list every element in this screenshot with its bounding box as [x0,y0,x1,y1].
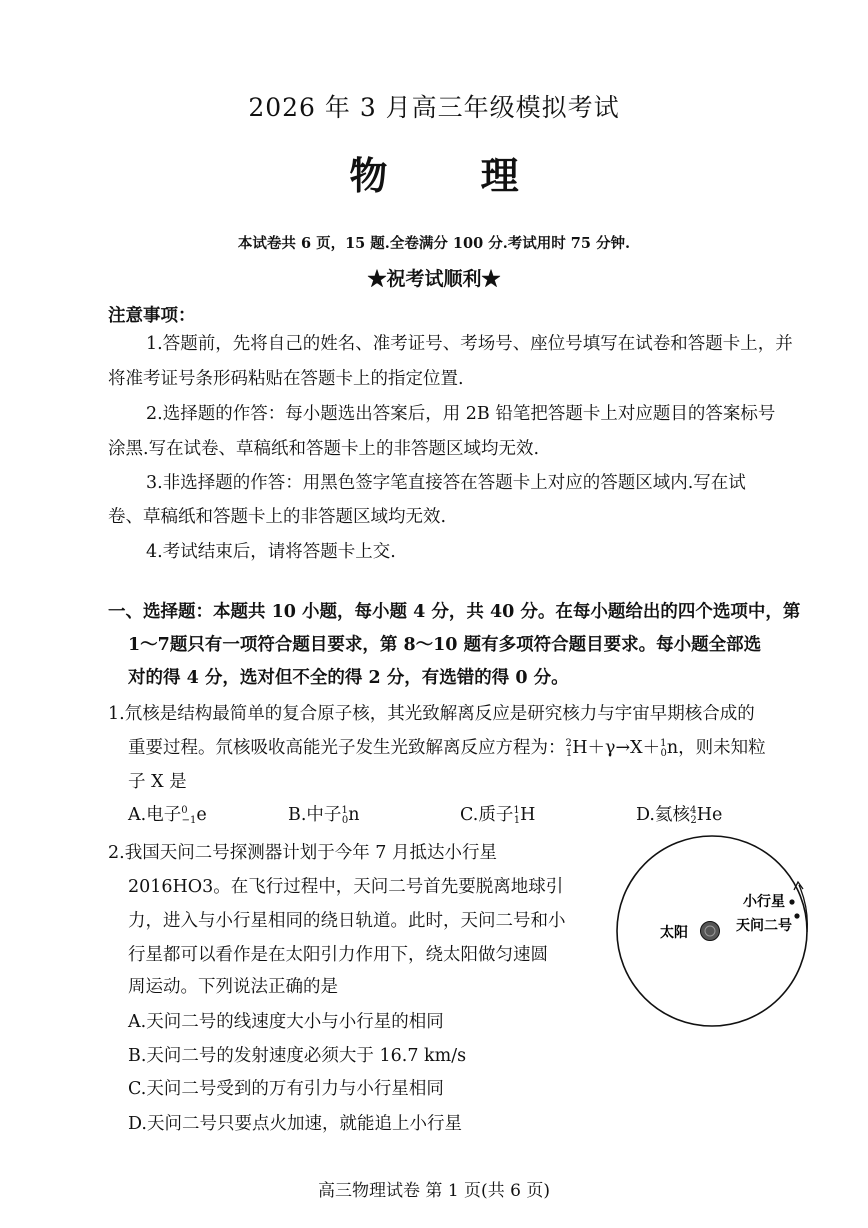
asteroid-label: 小行星 [743,894,785,910]
deuteron-mass-number: 2 [565,738,572,749]
section-1-line-3: 对的得 4 分，选对但不全的得 2 分，有选错的得 0 分。 [128,668,569,688]
neutron-mass-number: 1 [660,738,667,749]
q2-option-a[interactable]: A.天问二号的线速度大小与小行星的相同 [128,1012,444,1032]
notice-line-2: 将准考证号条形码粘贴在答题卡上的指定位置. [108,369,464,389]
notice-line-1: 1.答题前，先将自己的姓名、准考证号、考场号、座位号填写在试卷和答题卡上，并 [146,334,793,354]
q2-line-5: 周运动。下列说法正确的是 [128,977,338,997]
q1-option-b[interactable]: B.中子$^1$0n [288,805,360,826]
subject-title: 物 理 [349,153,559,198]
notice-heading: 注意事项： [108,306,196,326]
notice-line-6: 卷、草稿纸和答题卡上的非答题区域均无效. [108,507,447,527]
q2-line-4: 行星都可以看作是在太阳引力作用下，绕太阳做匀速圆 [128,945,548,965]
q1-line-1: 1.氘核是结构最简单的复合原子核，其光致解离反应是研究核力与宇宙早期核合成的 [108,704,755,724]
q1-option-d[interactable]: D.氦核$^4$2He [636,805,723,826]
q2-option-b[interactable]: B.天问二号的发射速度必须大于 16.7 km/s [128,1046,467,1066]
probe-label: 天问二号 [736,918,792,934]
sun-label: 太阳 [660,925,688,941]
notice-line-7: 4.考试结束后，请将答题卡上交. [146,542,396,562]
exam-title: 2026 年 3 月高三年级模拟考试 [248,93,620,122]
motion-direction-arrow-icon [794,882,807,932]
q1-line-3: 子 X 是 [128,772,187,792]
sun-icon [701,922,720,941]
orbit-figure [608,830,818,1040]
notice-line-4: 涂黑.写在试卷、草稿纸和答题卡上的非答题区域均无效. [108,439,540,459]
q1-equation: H＋γ→X＋ [572,738,661,758]
notice-line-5: 3.非选择题的作答：用黑色签字笔直接答在答题卡上对应的答题区域内.写在试 [146,473,746,493]
neutron-charge-number: 0 [660,748,667,759]
q2-option-c[interactable]: C.天问二号受到的万有引力与小行星相同 [128,1079,444,1099]
q1-line-2-pre: 重要过程。氘核吸收高能光子发生光致解离反应方程为： [128,738,566,758]
q2-line-2: 2016HO3。在飞行过程中，天问二号首先要脱离地球引 [128,877,564,897]
q1-option-a[interactable]: A.电子$^0$−1e [128,805,207,826]
q2-option-d[interactable]: D.天问二号只要点火加速，就能追上小行星 [128,1114,462,1134]
page-footer: 高三物理试卷 第 1 页(共 6 页) [318,1181,550,1201]
section-1-line-2: 1～7题只有一项符合题目要求，第 8～10 题有多项符合题目要求。每小题全部选 [128,635,762,655]
q2-line-1: 2.我国天问二号探测器计划于今年 7 月抵达小行星 [108,843,497,863]
deuteron-charge-number: 1 [565,748,573,759]
q1-option-c[interactable]: C.质子$^1$1H [460,805,536,826]
q1-line-2 [128,731,766,768]
exam-info: 本试卷共 6 页，15 题.全卷满分 100 分.考试用时 75 分钟. [237,235,631,252]
section-1-line-1: 一、选择题：本题共 10 小题，每小题 4 分，共 40 分。在每小题给出的四个选项中，第 [108,602,801,622]
asteroid-dot [789,899,794,904]
notice-line-3: 2.选择题的作答：每小题选出答案后，用 2B 铅笔把答题卡上对应题目的答案标号 [146,404,776,424]
q1-line-2-post: n，则未知粒 [666,738,766,758]
probe-dot [794,913,799,918]
good-luck-banner: ★祝考试顺利★ [367,268,501,290]
q2-line-3: 力，进入与小行星相同的绕日轨道。此时，天问二号和小 [128,911,566,931]
